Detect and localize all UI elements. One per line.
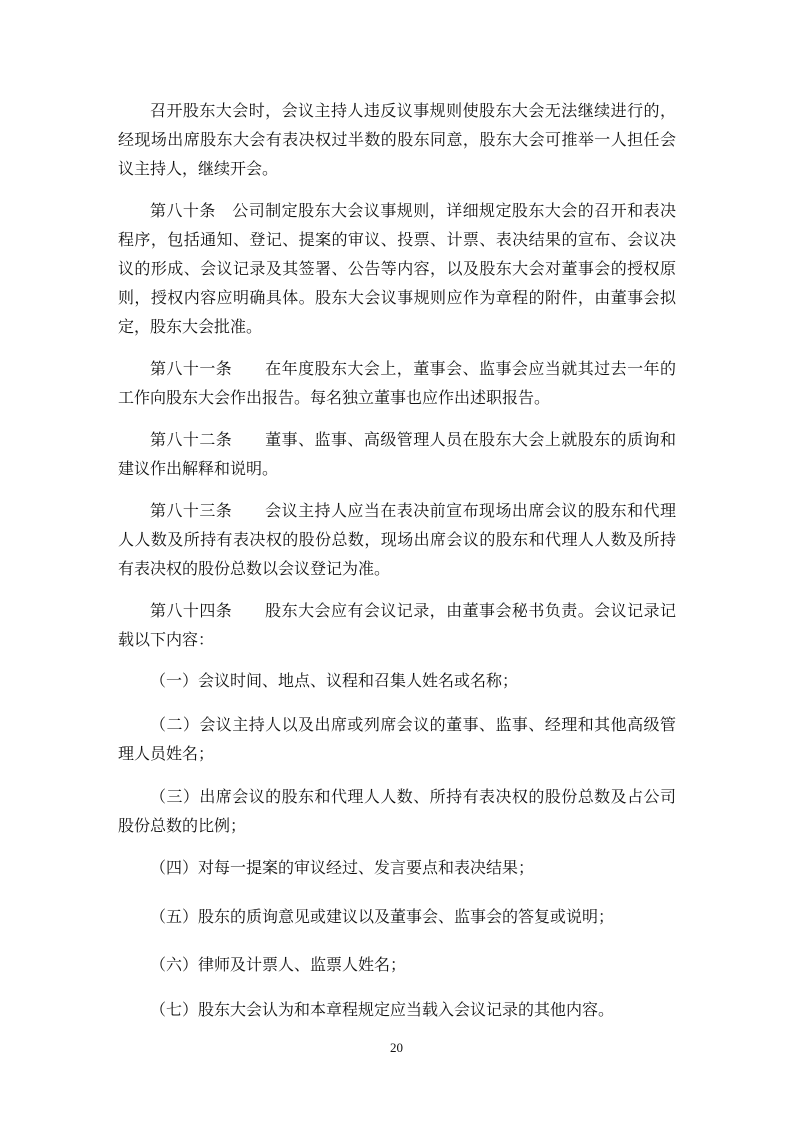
article-number: 第八十条 (150, 201, 216, 220)
list-item: （二）会议主持人以及出席或列席会议的董事、监事、经理和其他高级管理人员姓名； (118, 715, 676, 763)
list-item: （三）出席会议的股东和代理人人数、所持有表决权的股份总数及占公司股份总数的比例； (118, 787, 676, 835)
article-81 (118, 354, 676, 412)
list-item: （五）股东的质询意见或建议以及董事会、监事会的答复或说明； (150, 907, 615, 926)
article-80 (118, 196, 676, 341)
article-gap (232, 601, 265, 620)
article-text: 公司制定股东大会议事规则，详细规定股东大会的召开和表决程序，包括通知、登记、提案的审议、投票、计票、表决结果的宣布、会议决议的形成、会议记录及其签署、公告等内容，以及股东大会对董事会的授权原则，授权内容应明确具体。股东大会议事规则应作为章程的附件，由董事会拟定，股东大会批准。 (118, 201, 676, 336)
article-84 (118, 596, 676, 654)
article-text: 会议主持人应当在表决前宣布现场出席会议的股东和代理人人数及所持有表决权的股份总数，现场出席会议的股东和代理人人数及所持有表决权的股份总数以会议登记为准。 (118, 501, 676, 578)
article-text: 董事、监事、高级管理人员在股东大会上就股东的质询和建议作出解释和说明。 (118, 430, 676, 478)
paragraph-text: 召开股东大会时，会议主持人违反议事规则使股东大会无法继续进行的，经现场出席股东大会有表决权过半数的股东同意，股东大会可推举一人担任会议主持人，继续开会。 (118, 101, 676, 178)
article-number: 第八十一条 (150, 359, 233, 378)
paragraph-meeting-host (118, 96, 676, 183)
article-gap (216, 201, 232, 220)
list-item: （六）律师及计票人、监票人姓名； (150, 955, 407, 974)
page-number: 20 (390, 1040, 403, 1055)
list-item: （一）会议时间、地点、议程和召集人姓名或名称； (150, 671, 519, 690)
article-number: 第八十四条 (150, 601, 233, 620)
article-text: 在年度股东大会上，董事会、监事会应当就其过去一年的工作向股东大会作出报告。每名独立董事也应作出述职报告。 (118, 359, 676, 407)
article-gap (232, 359, 265, 378)
article-gap (232, 430, 265, 449)
article-83 (118, 496, 676, 583)
article-number: 第八十二条 (150, 430, 233, 449)
article-82 (118, 425, 676, 483)
article-number: 第八十三条 (150, 501, 233, 520)
article-gap (232, 501, 265, 520)
article-text: 股东大会应有会议记录，由董事会秘书负责。会议记录记载以下内容： (118, 601, 676, 649)
list-item: （四）对每一提案的审议经过、发言要点和表决结果； (150, 858, 535, 877)
list-item: （七）股东大会认为和本章程规定应当载入会议记录的其他内容。 (150, 1000, 615, 1019)
